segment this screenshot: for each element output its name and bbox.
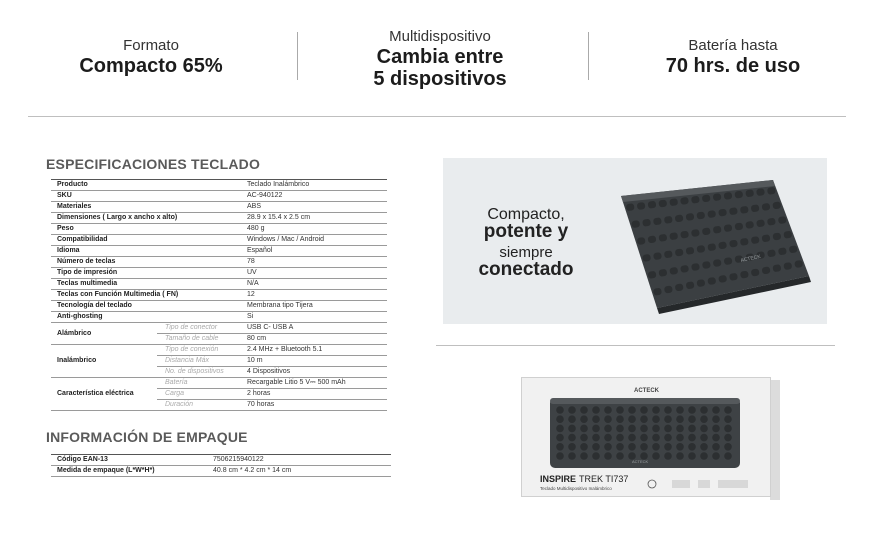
spec-value: 78 bbox=[241, 257, 387, 268]
key-cap bbox=[580, 452, 588, 460]
spec-value: 80 cm bbox=[241, 334, 387, 345]
spec-subkey: Tipo de conector bbox=[157, 323, 241, 334]
section-divider bbox=[436, 345, 835, 346]
table-row bbox=[51, 224, 387, 235]
spec-key: Tipo de impresión bbox=[51, 268, 241, 279]
keyboard-brand: ACTECK bbox=[740, 253, 762, 264]
key-cap bbox=[640, 425, 648, 433]
key-cap bbox=[724, 425, 732, 433]
table-row bbox=[51, 301, 387, 312]
divider bbox=[588, 32, 589, 80]
key-cap bbox=[640, 406, 648, 414]
key-cap bbox=[604, 415, 612, 423]
table-row bbox=[51, 202, 387, 213]
promo-line-4: conectado bbox=[478, 259, 574, 280]
key-cap bbox=[604, 406, 612, 414]
key-cap bbox=[652, 406, 660, 414]
key-cap bbox=[580, 406, 588, 414]
key-cap bbox=[724, 406, 732, 414]
feature-label: Batería hasta bbox=[688, 37, 778, 54]
table-row bbox=[51, 235, 387, 246]
key-cap bbox=[556, 406, 564, 414]
box-feature-icon bbox=[648, 480, 656, 488]
key-cap bbox=[712, 425, 720, 433]
table-row bbox=[51, 257, 387, 268]
feature-value: Cambia entre bbox=[376, 46, 504, 68]
key-cap bbox=[664, 434, 672, 442]
key-cap bbox=[712, 415, 720, 423]
key-cap bbox=[604, 425, 612, 433]
key-cap bbox=[592, 406, 600, 414]
spec-value: Membrana tipo Tijera bbox=[241, 301, 387, 312]
pack-value: 40.8 cm * 4.2 cm * 14 cm bbox=[207, 466, 391, 477]
key-cap bbox=[568, 406, 576, 414]
spec-value: 70 horas bbox=[241, 400, 387, 411]
spec-key: Producto bbox=[51, 180, 241, 191]
key-cap bbox=[604, 452, 612, 460]
promo-line-3: siempre bbox=[499, 244, 553, 261]
spec-value: 4 Dispositivos bbox=[241, 367, 387, 378]
spec-subkey: No. de dispositivos bbox=[157, 367, 241, 378]
key-cap bbox=[700, 425, 708, 433]
spec-value: ABS bbox=[241, 202, 387, 213]
feature-battery bbox=[638, 37, 828, 77]
key-cap bbox=[556, 452, 564, 460]
key-cap bbox=[712, 434, 720, 442]
key-cap bbox=[628, 425, 636, 433]
key-cap bbox=[616, 434, 624, 442]
key-cap bbox=[724, 452, 732, 460]
spec-value: UV bbox=[241, 268, 387, 279]
key-cap bbox=[616, 452, 624, 460]
feature-value: 70 hrs. de uso bbox=[665, 55, 801, 77]
table-row bbox=[51, 213, 387, 224]
key-cap bbox=[700, 443, 708, 451]
table-row bbox=[51, 466, 391, 477]
key-cap bbox=[592, 452, 600, 460]
feature-format bbox=[60, 37, 242, 77]
spec-value: Windows / Mac / Android bbox=[241, 235, 387, 246]
key-cap bbox=[724, 434, 732, 442]
table-row bbox=[51, 378, 387, 389]
key-cap bbox=[688, 406, 696, 414]
key-cap bbox=[568, 452, 576, 460]
pack-key: Medida de empaque (L*W*H*) bbox=[51, 466, 207, 477]
promo-line-1: Compacto, bbox=[487, 206, 565, 223]
key-cap bbox=[652, 452, 660, 460]
spec-value: N/A bbox=[241, 279, 387, 290]
key-cap bbox=[688, 425, 696, 433]
spec-subkey: Tamaño de cable bbox=[157, 334, 241, 345]
key-cap bbox=[724, 415, 732, 423]
feature-label: Multidispositivo bbox=[389, 28, 491, 45]
key-cap bbox=[592, 415, 600, 423]
key-cap bbox=[700, 406, 708, 414]
pack-value: 7506215940122 bbox=[207, 455, 391, 466]
key-cap bbox=[640, 443, 648, 451]
key-cap bbox=[604, 443, 612, 451]
box-side bbox=[770, 380, 780, 500]
key-cap bbox=[580, 434, 588, 442]
key-cap bbox=[676, 443, 684, 451]
key-cap bbox=[676, 415, 684, 423]
key-cap bbox=[628, 443, 636, 451]
key-cap bbox=[592, 443, 600, 451]
key-cap bbox=[616, 425, 624, 433]
key-cap bbox=[664, 415, 672, 423]
spec-value: Recargable Litio 5 V⎓ 500 mAh bbox=[241, 378, 387, 389]
spec-value: Si bbox=[241, 312, 387, 323]
key-cap bbox=[676, 425, 684, 433]
key-cap bbox=[652, 415, 660, 423]
spec-group-key: Característica eléctrica bbox=[51, 378, 157, 411]
key-cap bbox=[688, 452, 696, 460]
spec-key: Número de teclas bbox=[51, 257, 241, 268]
spec-value: USB C- USB A bbox=[241, 323, 387, 334]
key-cap bbox=[628, 406, 636, 414]
key-cap bbox=[700, 452, 708, 460]
spec-key: SKU bbox=[51, 191, 241, 202]
table-row bbox=[51, 323, 387, 334]
key-cap bbox=[568, 425, 576, 433]
key-cap bbox=[688, 443, 696, 451]
table-row bbox=[51, 191, 387, 202]
spec-subkey: Duración bbox=[157, 400, 241, 411]
spec-key: Teclas con Función Multimedia ( FN) bbox=[51, 290, 241, 301]
table-row bbox=[51, 312, 387, 323]
key-cap bbox=[688, 434, 696, 442]
spec-key: Teclas multimedia bbox=[51, 279, 241, 290]
spec-value: 2.4 MHz + Bluetooth 5.1 bbox=[241, 345, 387, 356]
key-cap bbox=[556, 415, 564, 423]
spec-value: 2 horas bbox=[241, 389, 387, 400]
key-cap bbox=[580, 425, 588, 433]
key-cap bbox=[664, 406, 672, 414]
table-row bbox=[51, 246, 387, 257]
key-cap bbox=[652, 425, 660, 433]
spec-key: Idioma bbox=[51, 246, 241, 257]
section-divider bbox=[28, 116, 846, 117]
specs-title: ESPECIFICACIONES TECLADO bbox=[46, 156, 261, 172]
box-product-name: INSPIRE TREK TI737 bbox=[540, 474, 629, 484]
key-cap bbox=[652, 443, 660, 451]
feature-value: 5 dispositivos bbox=[373, 68, 507, 90]
packaging-title: INFORMACIÓN DE EMPAQUE bbox=[46, 429, 248, 445]
spec-key: Tecnología del teclado bbox=[51, 301, 241, 312]
key-cap bbox=[580, 415, 588, 423]
key-cap bbox=[568, 443, 576, 451]
key-cap bbox=[580, 443, 588, 451]
table-row bbox=[51, 290, 387, 301]
spec-group-key: Inalámbrico bbox=[51, 345, 157, 378]
spec-value: 10 m bbox=[241, 356, 387, 367]
key-cap bbox=[712, 406, 720, 414]
key-cap bbox=[664, 443, 672, 451]
key-cap bbox=[664, 452, 672, 460]
spec-key: Materiales bbox=[51, 202, 241, 213]
spec-subkey: Batería bbox=[157, 378, 241, 389]
box-subtitle: Teclado Multidispositivo Inalámbrico bbox=[540, 486, 612, 491]
key-cap bbox=[556, 425, 564, 433]
spec-group-key: Alámbrico bbox=[51, 323, 157, 345]
key-cap bbox=[568, 434, 576, 442]
key-cap bbox=[664, 425, 672, 433]
key-cap bbox=[640, 415, 648, 423]
spec-value: AC-940122 bbox=[241, 191, 387, 202]
key-cap bbox=[724, 443, 732, 451]
key-cap bbox=[616, 415, 624, 423]
key-cap bbox=[652, 434, 660, 442]
key-cap bbox=[568, 415, 576, 423]
key-cap bbox=[592, 434, 600, 442]
box-feature-icon bbox=[672, 480, 690, 488]
product-box bbox=[521, 377, 771, 497]
specs-table bbox=[51, 179, 387, 411]
key-cap bbox=[628, 415, 636, 423]
key-cap bbox=[712, 452, 720, 460]
spec-key: Peso bbox=[51, 224, 241, 235]
spec-key: Anti-ghosting bbox=[51, 312, 241, 323]
key-cap bbox=[628, 434, 636, 442]
promo-line-2: potente y bbox=[483, 221, 569, 242]
key-cap bbox=[676, 452, 684, 460]
feature-multidevice bbox=[330, 28, 550, 90]
spec-value: 480 g bbox=[241, 224, 387, 235]
divider bbox=[297, 32, 298, 80]
key-cap bbox=[700, 434, 708, 442]
key-cap bbox=[676, 406, 684, 414]
spec-subkey: Tipo de conexión bbox=[157, 345, 241, 356]
spec-value: Teclado Inalámbrico bbox=[241, 180, 387, 191]
table-row bbox=[51, 279, 387, 290]
key-cap bbox=[688, 415, 696, 423]
packaging-table bbox=[51, 454, 391, 477]
key-cap bbox=[556, 434, 564, 442]
table-row bbox=[51, 268, 387, 279]
spec-value: Español bbox=[241, 246, 387, 257]
box-feature-icon bbox=[698, 480, 710, 488]
pack-key: Código EAN-13 bbox=[51, 455, 207, 466]
keyboard-image bbox=[443, 158, 827, 324]
table-row bbox=[51, 345, 387, 356]
key-cap bbox=[556, 443, 564, 451]
key-cap bbox=[616, 406, 624, 414]
feature-value: Compacto 65% bbox=[79, 55, 223, 77]
promo-image bbox=[443, 158, 827, 324]
feature-label: Formato bbox=[123, 37, 179, 54]
key-cap bbox=[640, 434, 648, 442]
key-cap bbox=[616, 443, 624, 451]
key-cap bbox=[604, 434, 612, 442]
spec-value: 12 bbox=[241, 290, 387, 301]
key-cap bbox=[676, 434, 684, 442]
spec-key: Compatibilidad bbox=[51, 235, 241, 246]
key-cap bbox=[712, 443, 720, 451]
table-row bbox=[51, 455, 391, 466]
box-keyboard-image bbox=[522, 378, 771, 497]
spec-key: Dimensiones ( Largo x ancho x alto) bbox=[51, 213, 241, 224]
box-feature-icon bbox=[718, 480, 748, 488]
spec-subkey: Distancia Máx bbox=[157, 356, 241, 367]
table-row bbox=[51, 180, 387, 191]
key-cap bbox=[700, 415, 708, 423]
spec-value: 28.9 x 15.4 x 2.5 cm bbox=[241, 213, 387, 224]
box-keyboard-brand: ACTECK bbox=[632, 459, 649, 464]
key-cap bbox=[592, 425, 600, 433]
box-logo: ACTECK bbox=[634, 388, 659, 394]
spec-subkey: Carga bbox=[157, 389, 241, 400]
